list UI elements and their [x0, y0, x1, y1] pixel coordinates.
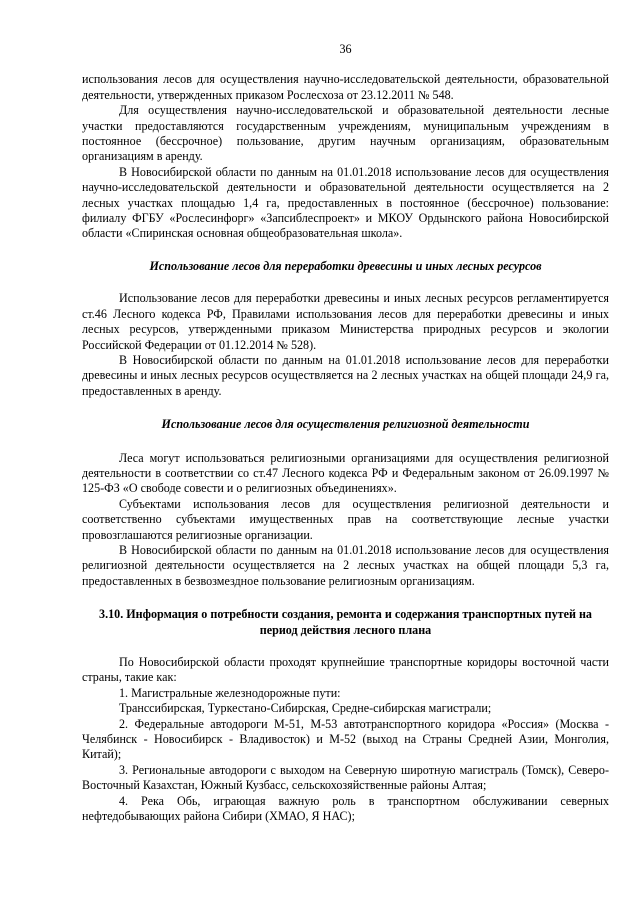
subheading-religious-activity: Использование лесов для осуществления религиозной деятельности: [161, 417, 530, 432]
list-item-regional-roads: 3. Региональные автодороги с выходом на Северную широтную магистраль (Томск), Северо-Восточный Казахстан, Южный Кузбасс, сельскохозяйственные районы Алтая;: [82, 762, 609, 793]
paragraph-religious-regulation: Леса могут использоваться религиозными организациями для осуществления религиозной деятельности в соответствии со ст.47 Лесного кодекса РФ и Федеральным законом от 26.09.1997 № 125-ФЗ «О свободе совести и о религиозных объединениях».: [82, 450, 609, 496]
section-heading-3-10: 3.10. Информация о потребности создания, ремонта и содержания транспортных путей на период действия лесного плана: [99, 607, 592, 637]
paragraph-research-participants: Для осуществления научно-исследовательской и образовательной деятельности лесные участки предоставляются государственным учреждениям, муниципальным учреждениям в постоянное (бессрочное) пользование, другим научным организациям, образовательным организациям в аренду.: [82, 103, 609, 164]
list-item-railways-names: Транссибирская, Туркестано-Сибирская, Средне-сибирская магистрали;: [119, 701, 492, 716]
paragraph-transport-intro: По Новосибирской области проходят крупнейшие транспортные коридоры восточной части страны, такие как:: [82, 655, 609, 685]
paragraph-continuation: использования лесов для осуществления научно-исследовательской деятельности, образовательной деятельности, утвержденных приказом Рослесхоза от 23.12.2011 № 548.: [82, 72, 609, 102]
paragraph-religious-subjects: Субъектами использования лесов для осуществления религиозной деятельности и соответственно субъектами имущественных прав на соответствующие лесные участки провозглашаются религиозные организации.: [82, 496, 609, 542]
page-number: 36: [339, 42, 352, 56]
list-item-railways: 1. Магистральные железнодорожные пути:: [119, 685, 341, 700]
paragraph-religious-stats: В Новосибирской области по данным на 01.01.2018 использование лесов для осуществления религиозной деятельности осуществляется на 2 лесных участках на общей площади 5,3 га, предоставленных в безвозмездное пользование религиозным организациям.: [82, 542, 609, 588]
list-item-federal-roads: 2. Федеральные автодороги М-51, М-53 автотранспортного коридора «Россия» (Москва - Челябинск - Новосибирск - Владивосток) и М-52 (выход на Страны Средней Азии, Монголия, Китай);: [82, 716, 609, 762]
paragraph-wood-processing-stats: В Новосибирской области по данным на 01.01.2018 использование лесов для переработки древесины и иных лесных ресурсов осуществляется на 2 лесных участках на общей площади 24,9 га, предоставленных в аренду.: [82, 352, 609, 398]
document-page: [82, 42, 609, 824]
subheading-wood-processing: Использование лесов для переработки древесины и иных лесных ресурсов: [149, 258, 542, 273]
paragraph-research-stats: В Новосибирской области по данным на 01.01.2018 использование лесов для осуществления научно-исследовательской деятельности и образовательной деятельности осуществляется на 2 лесных участках площадью 1,4 га, предоставленных в постоянное (бессрочное) пользование: филиалу ФГБУ «Рослесинфорг» «Запсиблеспроект» и МКОУ Ордынского района Новосибирской области «Спиринская основная общеобразовательная школа».: [82, 164, 609, 241]
paragraph-wood-processing-regulation: Использование лесов для переработки древесины и иных лесных ресурсов регламентируется ст.46 Лесного кодекса РФ, Правилами использования лесов для переработки древесины и иных лесных ресурсов, утвержденными приказом Министерства природных ресурсов и экологии Российской Федерации от 01.12.2014 № 528).: [82, 291, 609, 352]
list-item-ob-river: 4. Река Обь, играющая важную роль в транспортном обслуживании северных нефтедобывающих района Сибири (ХМАО, Я НАС);: [82, 793, 609, 824]
